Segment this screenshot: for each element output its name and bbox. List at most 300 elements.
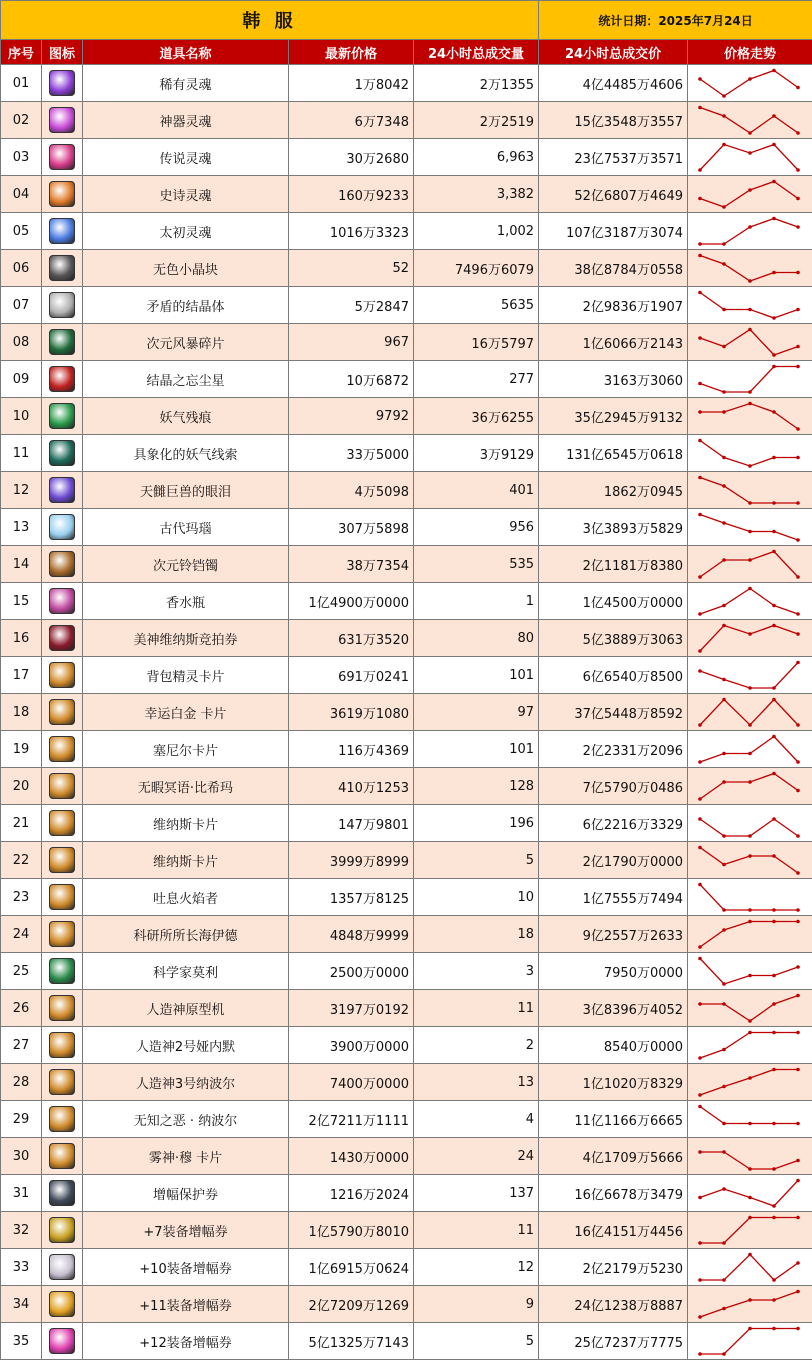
trend-point	[748, 974, 752, 978]
price-trend-cell	[688, 435, 812, 472]
trend-point	[796, 1159, 800, 1163]
item-icon	[49, 699, 75, 725]
volume-24h: 4	[414, 1101, 539, 1138]
price-trend-cell	[688, 990, 812, 1027]
trend-line	[700, 1218, 798, 1244]
row-index: 26	[1, 990, 42, 1027]
trend-point	[698, 1093, 702, 1097]
latest-price: 116万4369	[289, 731, 414, 768]
row-index: 31	[1, 1175, 42, 1212]
price-trend-sparkline	[688, 398, 812, 434]
trend-point	[722, 558, 726, 562]
trend-point	[722, 484, 726, 488]
price-trend-sparkline	[688, 620, 812, 656]
trend-point	[698, 513, 702, 517]
price-trend-cell	[688, 1323, 812, 1360]
row-index: 05	[1, 213, 42, 250]
latest-price: 7400万0000	[289, 1064, 414, 1101]
volume-24h: 13	[414, 1064, 539, 1101]
turnover-24h: 23亿7537万3571	[539, 139, 688, 176]
price-trend-cell	[688, 879, 812, 916]
item-icon	[49, 144, 75, 170]
row-icon-cell	[42, 1323, 83, 1360]
trend-point	[772, 1031, 776, 1035]
trend-point	[796, 575, 800, 579]
price-trend-sparkline	[688, 176, 812, 212]
row-index: 06	[1, 250, 42, 287]
trend-point	[772, 530, 776, 534]
trend-point	[698, 1196, 702, 1200]
trend-point	[796, 308, 800, 312]
trend-point	[772, 908, 776, 912]
price-trend-sparkline	[688, 805, 812, 841]
volume-24h: 1,002	[414, 213, 539, 250]
latest-price: 52	[289, 250, 414, 287]
trend-line	[700, 885, 798, 911]
price-trend-sparkline	[688, 546, 812, 582]
table-row	[1, 250, 812, 287]
item-name: 无暇冥语·比希玛	[83, 768, 289, 805]
row-icon-cell	[42, 583, 83, 620]
price-trend-cell	[688, 213, 812, 250]
trend-point	[772, 69, 776, 73]
table-row	[1, 1286, 812, 1323]
trend-point	[698, 797, 702, 801]
latest-price: 3197万0192	[289, 990, 414, 1027]
item-name: 妖气残痕	[83, 398, 289, 435]
item-icon	[49, 440, 75, 466]
trend-point	[796, 834, 800, 838]
trend-point	[722, 143, 726, 147]
row-icon-cell	[42, 213, 83, 250]
trend-point	[796, 365, 800, 369]
item-icon	[49, 1291, 75, 1317]
volume-24h: 3万9129	[414, 435, 539, 472]
price-trend-cell	[688, 1175, 812, 1212]
trend-point	[698, 77, 702, 81]
trend-point	[748, 530, 752, 534]
trend-point	[722, 1352, 726, 1356]
trend-point	[796, 225, 800, 229]
volume-24h: 196	[414, 805, 539, 842]
price-trend-sparkline	[688, 990, 812, 1026]
item-icon	[49, 366, 75, 392]
table-row	[1, 1249, 812, 1286]
trend-point	[748, 752, 752, 756]
trend-point	[748, 1076, 752, 1080]
trend-point	[722, 1307, 726, 1311]
item-icon	[49, 625, 75, 651]
price-trend-sparkline	[688, 768, 812, 804]
price-trend-sparkline	[688, 1027, 812, 1063]
volume-24h: 5635	[414, 287, 539, 324]
row-icon-cell	[42, 731, 83, 768]
row-icon-cell	[42, 1101, 83, 1138]
row-index: 11	[1, 435, 42, 472]
row-icon-cell	[42, 65, 83, 102]
row-index: 28	[1, 1064, 42, 1101]
turnover-24h: 107亿3187万3074	[539, 213, 688, 250]
trend-point	[748, 151, 752, 155]
item-name: 美神维纳斯竞拍券	[83, 620, 289, 657]
item-icon	[49, 477, 75, 503]
latest-price: 4万5098	[289, 472, 414, 509]
table-row	[1, 1212, 812, 1249]
latest-price: 38万7354	[289, 546, 414, 583]
trend-line	[700, 1292, 798, 1318]
trend-point	[748, 587, 752, 591]
trend-line	[700, 71, 798, 97]
row-index: 09	[1, 361, 42, 398]
trend-point	[772, 271, 776, 275]
latest-price: 967	[289, 324, 414, 361]
price-trend-cell	[688, 361, 812, 398]
item-name: 科研所所长海伊德	[83, 916, 289, 953]
trend-line	[700, 441, 798, 467]
trend-point	[698, 817, 702, 821]
trend-line	[700, 774, 798, 800]
trend-point	[796, 345, 800, 349]
row-index: 22	[1, 842, 42, 879]
item-name: 吐息火焰者	[83, 879, 289, 916]
trend-point	[722, 1241, 726, 1245]
latest-price: 2亿7211万1111	[289, 1101, 414, 1138]
turnover-24h: 3163万3060	[539, 361, 688, 398]
trend-line	[700, 219, 798, 245]
trend-point	[722, 1122, 726, 1126]
price-trend-cell	[688, 324, 812, 361]
trend-point	[722, 94, 726, 98]
latest-price: 1亿4900万0000	[289, 583, 414, 620]
trend-point	[698, 439, 702, 443]
latest-price: 1430万0000	[289, 1138, 414, 1175]
trend-point	[698, 476, 702, 480]
row-icon-cell	[42, 398, 83, 435]
price-trend-cell	[688, 176, 812, 213]
price-trend-sparkline	[688, 916, 812, 952]
price-trend-cell	[688, 805, 812, 842]
volume-24h: 101	[414, 657, 539, 694]
volume-24h: 535	[414, 546, 539, 583]
item-name: 次元铃铛镯	[83, 546, 289, 583]
price-trend-sparkline	[688, 102, 812, 138]
row-index: 01	[1, 65, 42, 102]
trend-point	[698, 1278, 702, 1282]
trend-point	[796, 456, 800, 460]
trend-point	[722, 456, 726, 460]
trend-line	[700, 1255, 798, 1281]
trend-point	[772, 735, 776, 739]
turnover-24h: 38亿8784万0558	[539, 250, 688, 287]
trend-point	[796, 271, 800, 275]
trend-point	[772, 1204, 776, 1208]
trend-line	[700, 330, 798, 356]
turnover-24h: 1862万0945	[539, 472, 688, 509]
trend-point	[722, 390, 726, 394]
trend-line	[700, 552, 798, 578]
latest-price: 2亿7209万1269	[289, 1286, 414, 1323]
volume-24h: 2万1355	[414, 65, 539, 102]
latest-price: 1016万3323	[289, 213, 414, 250]
item-icon	[49, 1217, 75, 1243]
trend-point	[796, 1261, 800, 1265]
table-row	[1, 139, 812, 176]
item-name: +11装备增幅券	[83, 1286, 289, 1323]
row-index: 35	[1, 1323, 42, 1360]
row-icon-cell	[42, 287, 83, 324]
row-icon-cell	[42, 1064, 83, 1101]
latest-price: 10万6872	[289, 361, 414, 398]
trend-point	[772, 456, 776, 460]
trend-point	[796, 1122, 800, 1126]
row-icon-cell	[42, 1027, 83, 1064]
latest-price: 160万9233	[289, 176, 414, 213]
item-icon	[49, 255, 75, 281]
trend-point	[748, 1122, 752, 1126]
volume-24h: 277	[414, 361, 539, 398]
trend-point	[722, 908, 726, 912]
row-icon-cell	[42, 916, 83, 953]
item-icon	[49, 884, 75, 910]
latest-price: 4848万9999	[289, 916, 414, 953]
trend-point	[772, 817, 776, 821]
row-icon-cell	[42, 546, 83, 583]
trend-point	[772, 217, 776, 221]
row-index: 04	[1, 176, 42, 213]
table-row	[1, 65, 812, 102]
trend-point	[722, 624, 726, 628]
trend-point	[748, 225, 752, 229]
latest-price: 1万8042	[289, 65, 414, 102]
trend-line	[700, 819, 798, 836]
price-trend-cell	[688, 102, 812, 139]
trend-line	[700, 256, 798, 282]
row-index: 08	[1, 324, 42, 361]
trend-point	[748, 834, 752, 838]
item-name: +7装备增幅券	[83, 1212, 289, 1249]
col-header-turnover: 24小时总成交价	[539, 40, 688, 65]
price-trend-sparkline	[688, 361, 812, 397]
table-row	[1, 1175, 812, 1212]
row-index: 34	[1, 1286, 42, 1323]
table-row	[1, 916, 812, 953]
row-index: 07	[1, 287, 42, 324]
trend-line	[700, 1181, 798, 1207]
trend-point	[772, 550, 776, 554]
trend-point	[698, 106, 702, 110]
turnover-24h: 7亿5790万0486	[539, 768, 688, 805]
turnover-24h: 8540万0000	[539, 1027, 688, 1064]
row-index: 02	[1, 102, 42, 139]
item-name: 无知之恶 · 纳波尔	[83, 1101, 289, 1138]
item-icon	[49, 958, 75, 984]
volume-24h: 128	[414, 768, 539, 805]
price-trend-cell	[688, 546, 812, 583]
trend-point	[698, 254, 702, 258]
turnover-24h: 25亿7237万7775	[539, 1323, 688, 1360]
price-trend-cell	[688, 1249, 812, 1286]
latest-price: 410万1253	[289, 768, 414, 805]
trend-point	[796, 789, 800, 793]
table-row	[1, 879, 812, 916]
item-icon	[49, 329, 75, 355]
price-trend-sparkline	[688, 1138, 812, 1174]
price-trend-cell	[688, 139, 812, 176]
column-header-row	[1, 40, 812, 65]
price-trend-cell	[688, 1138, 812, 1175]
volume-24h: 2万2519	[414, 102, 539, 139]
col-header-name: 道具名称	[83, 40, 289, 65]
trend-line	[700, 589, 798, 615]
trend-point	[796, 1327, 800, 1331]
turnover-24h: 37亿5448万8592	[539, 694, 688, 731]
trend-point	[796, 1290, 800, 1294]
trend-point	[748, 308, 752, 312]
item-icon	[49, 1143, 75, 1169]
trend-point	[796, 920, 800, 924]
trend-point	[772, 365, 776, 369]
latest-price: 3900万0000	[289, 1027, 414, 1064]
table-row	[1, 620, 812, 657]
col-header-price: 最新价格	[289, 40, 414, 65]
trend-point	[796, 994, 800, 998]
price-trend-sparkline	[688, 1249, 812, 1285]
row-index: 32	[1, 1212, 42, 1249]
col-header-trend: 价格走势	[688, 40, 812, 65]
row-icon-cell	[42, 805, 83, 842]
turnover-24h: 9亿2557万2633	[539, 916, 688, 953]
item-icon	[49, 810, 75, 836]
price-trend-sparkline	[688, 324, 812, 360]
trend-line	[700, 1070, 798, 1096]
trend-point	[698, 723, 702, 727]
title-row	[1, 1, 812, 40]
turnover-24h: 6亿2216万3329	[539, 805, 688, 842]
trend-point	[772, 501, 776, 505]
trend-line	[700, 922, 798, 948]
table-row	[1, 1101, 812, 1138]
trend-point	[772, 772, 776, 776]
trend-point	[772, 316, 776, 320]
trend-line	[700, 1107, 798, 1124]
trend-point	[698, 883, 702, 887]
trend-point	[698, 846, 702, 850]
trend-point	[748, 390, 752, 394]
trend-point	[698, 1056, 702, 1060]
item-icon	[49, 1106, 75, 1132]
price-trend-cell	[688, 509, 812, 546]
row-index: 14	[1, 546, 42, 583]
trend-point	[748, 328, 752, 332]
price-trend-cell	[688, 472, 812, 509]
item-name: 史诗灵魂	[83, 176, 289, 213]
price-trend-cell	[688, 620, 812, 657]
trend-point	[772, 974, 776, 978]
stat-date: 统计日期：2025年7月24日	[539, 1, 812, 40]
item-name: +10装备增幅券	[83, 1249, 289, 1286]
volume-24h: 6,963	[414, 139, 539, 176]
trend-point	[698, 669, 702, 673]
trend-point	[698, 760, 702, 764]
trend-point	[698, 1105, 702, 1109]
trend-point	[796, 760, 800, 764]
volume-24h: 137	[414, 1175, 539, 1212]
trend-point	[748, 1167, 752, 1171]
trend-point	[722, 308, 726, 312]
trend-point	[722, 1187, 726, 1191]
price-trend-cell	[688, 731, 812, 768]
latest-price: 5万2847	[289, 287, 414, 324]
trend-line	[700, 663, 798, 689]
volume-24h: 9	[414, 1286, 539, 1323]
row-icon-cell	[42, 953, 83, 990]
table-row	[1, 731, 812, 768]
trend-line	[700, 1329, 798, 1355]
trend-line	[700, 515, 798, 541]
trend-point	[722, 1085, 726, 1089]
trend-line	[700, 700, 798, 726]
trend-line	[700, 737, 798, 763]
price-trend-cell	[688, 1286, 812, 1323]
trend-point	[772, 180, 776, 184]
trend-point	[722, 1150, 726, 1154]
trend-point	[722, 780, 726, 784]
price-trend-sparkline	[688, 953, 812, 989]
trend-point	[772, 114, 776, 118]
trend-line	[700, 293, 798, 319]
trend-point	[772, 1122, 776, 1126]
trend-point	[722, 205, 726, 209]
trend-point	[748, 402, 752, 406]
turnover-24h: 5亿3889万3063	[539, 620, 688, 657]
trend-point	[796, 1179, 800, 1183]
trend-point	[748, 908, 752, 912]
turnover-24h: 2亿1181万8380	[539, 546, 688, 583]
price-trend-cell	[688, 1064, 812, 1101]
table-row	[1, 1323, 812, 1360]
turnover-24h: 3亿8396万4052	[539, 990, 688, 1027]
trend-point	[698, 291, 702, 295]
table-row	[1, 472, 812, 509]
price-trend-cell	[688, 287, 812, 324]
trend-point	[772, 353, 776, 357]
turnover-24h: 1亿6066万2143	[539, 324, 688, 361]
col-header-index: 序号	[1, 40, 42, 65]
trend-point	[698, 649, 702, 653]
trend-point	[722, 863, 726, 867]
table-row	[1, 1027, 812, 1064]
row-icon-cell	[42, 435, 83, 472]
trend-point	[748, 1196, 752, 1200]
item-name: 天雠巨兽的眼泪	[83, 472, 289, 509]
price-trend-sparkline	[688, 213, 812, 249]
price-trend-cell	[688, 250, 812, 287]
trend-point	[796, 197, 800, 201]
trend-point	[796, 908, 800, 912]
trend-point	[722, 345, 726, 349]
row-icon-cell	[42, 990, 83, 1027]
row-icon-cell	[42, 139, 83, 176]
price-trend-sparkline	[688, 287, 812, 323]
trend-point	[772, 143, 776, 147]
latest-price: 1216万2024	[289, 1175, 414, 1212]
price-trend-cell	[688, 65, 812, 102]
price-trend-sparkline	[688, 731, 812, 767]
turnover-24h: 2亿2331万2096	[539, 731, 688, 768]
item-name: 塞尼尔卡片	[83, 731, 289, 768]
trend-line	[700, 626, 798, 652]
row-index: 13	[1, 509, 42, 546]
